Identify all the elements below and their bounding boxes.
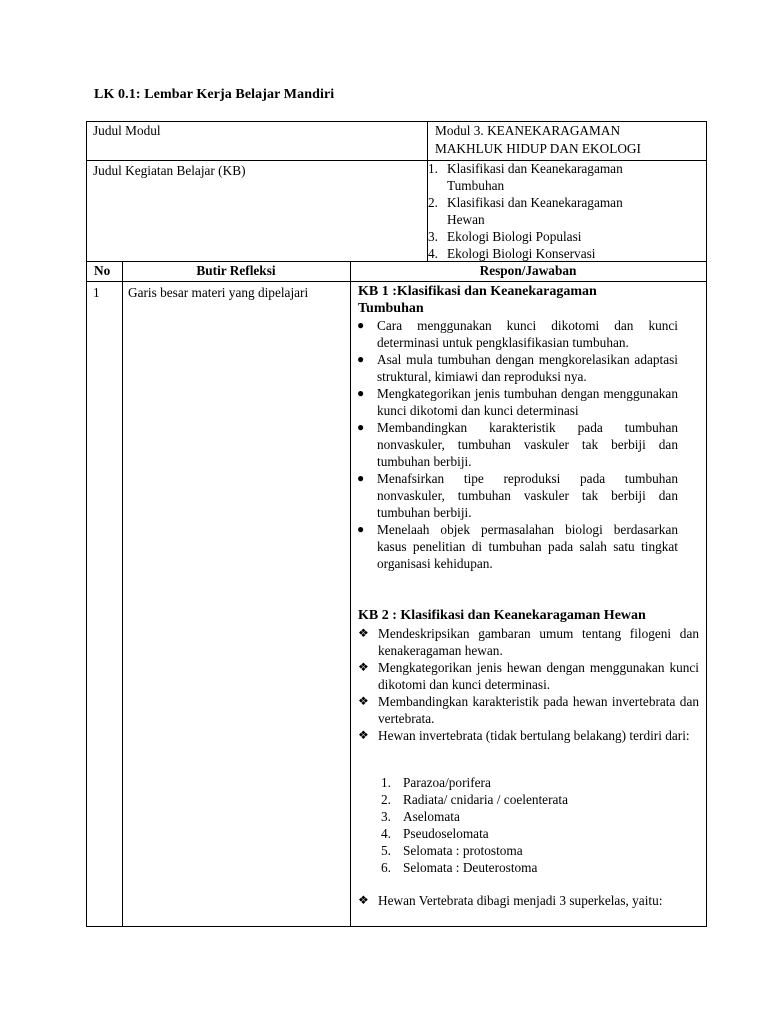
- bullet-dot-icon: ●: [357, 386, 365, 400]
- kb-list-item: 2. Klasifikasi dan Keanekaragaman Hewan: [428, 195, 623, 227]
- list-item: ❖ Hewan Vertebrata dibagi menjadi 3 superkelas, yaitu:: [358, 893, 663, 908]
- bullet-dot-icon: ●: [357, 318, 365, 332]
- modul-value-line1: Modul 3. KEANEKARAGAMAN: [435, 123, 621, 138]
- header-no: No: [94, 263, 111, 278]
- four-diamond-icon: ❖: [358, 694, 369, 708]
- list-item: 6. Selomata : Deuterostoma: [381, 860, 538, 875]
- list-item: ❖ Hewan invertebrata (tidak bertulang belakang) terdiri dari:: [358, 728, 690, 743]
- header-butir-refleksi: Butir Refleksi: [196, 263, 276, 278]
- kb1-heading-line1: KB 1 :Klasifikasi dan Keanekaragaman: [358, 284, 597, 299]
- kb1-bullet-list: [357, 317, 678, 572]
- list-item: 2. Radiata/ cnidaria / coelenterata: [381, 792, 569, 807]
- table-border-right: [706, 121, 707, 927]
- table-col-no-divider: [122, 261, 123, 927]
- list-item: ● Menafsirkan tipe reproduksi pada tumbuhan nonvaskuler, tumbuhan vaskuler tak berbiji dan tumbuhan berbiji.: [357, 471, 678, 520]
- vertebrata-bullet-list: [358, 892, 699, 909]
- four-diamond-icon: ❖: [358, 626, 369, 640]
- list-item: ❖ Membandingkan karakteristik pada hewan invertebrata dan vertebrata.: [358, 694, 699, 726]
- modul-value-line2: MAKHLUK HIDUP DAN EKOLOGI: [435, 141, 641, 156]
- list-item: 5. Selomata : protostoma: [381, 843, 523, 858]
- table-border-bottom: [86, 926, 707, 927]
- kb-label: Judul Kegiatan Belajar (KB): [93, 163, 246, 178]
- kb2-heading: KB 2 : Klasifikasi dan Keanekaragaman Hewan: [358, 608, 646, 623]
- kb-list: [428, 160, 704, 262]
- kb-list-item: 4. Ekologi Biologi Konservasi: [428, 246, 596, 261]
- list-item: ● Menelaah objek permasalahan biologi berdasarkan kasus penelitian di tumbuhan pada salah satu tingkat organisasi kehidupan.: [357, 522, 678, 571]
- kb2-bullet-list: [358, 625, 699, 744]
- list-item: ❖ Mendeskripsikan gambaran umum tentang filogeni dan kenakeragaman hewan.: [358, 626, 699, 658]
- four-diamond-icon: ❖: [358, 728, 369, 742]
- document-title: LK 0.1: Lembar Kerja Belajar Mandiri: [94, 87, 335, 102]
- list-item: ● Asal mula tumbuhan dengan mengkorelasikan adaptasi struktural, kimiawi dan reproduksi nya.: [357, 352, 678, 384]
- invertebrata-list: [381, 774, 681, 876]
- bullet-dot-icon: ●: [357, 522, 365, 536]
- bullet-dot-icon: ●: [357, 352, 365, 366]
- row-number: 1: [93, 285, 100, 300]
- list-item: 3. Aselomata: [381, 809, 460, 824]
- four-diamond-icon: ❖: [358, 660, 369, 674]
- header-respon-jawaban: Respon/Jawaban: [479, 263, 577, 278]
- four-diamond-icon: ❖: [358, 893, 369, 907]
- table-col-butir-divider: [350, 261, 351, 927]
- kb-list-item: 3. Ekologi Biologi Populasi: [428, 229, 582, 244]
- kb1-heading-line2: Tumbuhan: [358, 301, 424, 316]
- list-item: ● Membandingkan karakteristik pada tumbuhan nonvaskuler, tumbuhan vaskuler tak berbiji dan tumbuhan berbiji.: [357, 420, 678, 469]
- butir-refleksi-text: Garis besar materi yang dipelajari: [128, 285, 309, 300]
- list-item: ❖ Mengkategorikan jenis hewan dengan menggunakan kunci dikotomi dan kunci determinasi.: [358, 660, 699, 692]
- kb-list-item: 1. Klasifikasi dan Keanekaragaman Tumbuhan: [428, 161, 623, 193]
- bullet-dot-icon: ●: [357, 471, 365, 485]
- table-border-left: [86, 121, 87, 927]
- list-item: ● Cara menggunakan kunci dikotomi dan kunci determinasi untuk pengklasifikasian tumbuhan.: [357, 318, 678, 350]
- table-divider-header-bottom: [86, 281, 707, 282]
- modul-label: Judul Modul: [93, 123, 161, 138]
- list-item: ● Mengkategorikan jenis tumbuhan dengan menggunakan kunci dikotomi dan kunci determinasi: [357, 386, 678, 418]
- list-item: 4. Pseudoselomata: [381, 826, 489, 841]
- list-item: 1. Parazoa/porifera: [381, 775, 491, 790]
- bullet-dot-icon: ●: [357, 420, 365, 434]
